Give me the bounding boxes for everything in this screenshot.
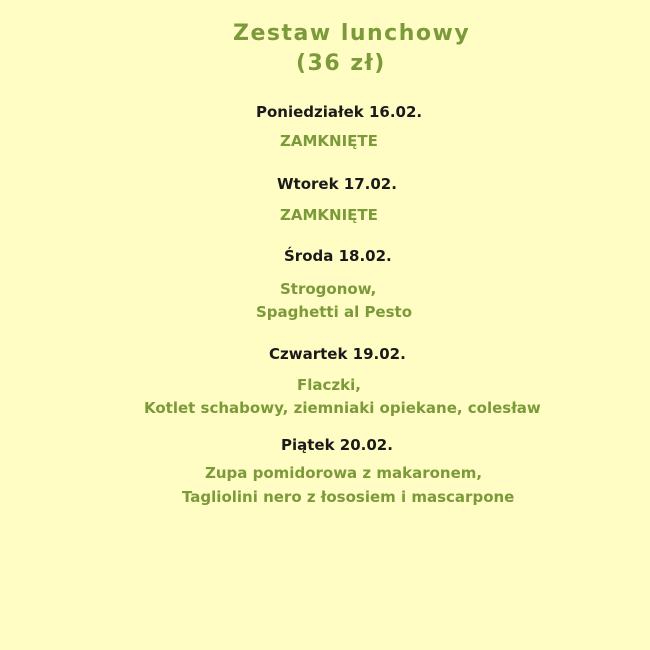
day-heading-thursday: Czwartek 19.02. — [269, 345, 406, 363]
menu-title: Zestaw lunchowy — [233, 21, 471, 46]
day-heading-monday: Poniedziałek 16.02. — [256, 103, 423, 121]
dish-wednesday-2: Spaghetti al Pesto — [256, 303, 413, 321]
day-heading-friday: Piątek 20.02. — [281, 436, 393, 454]
dish-friday-2: Tagliolini nero z łososiem i mascarpone — [182, 488, 515, 506]
dish-monday-1: ZAMKNIĘTE — [280, 132, 378, 150]
dish-tuesday-1: ZAMKNIĘTE — [280, 206, 378, 224]
day-heading-wednesday: Środa 18.02. — [284, 247, 392, 265]
day-heading-tuesday: Wtorek 17.02. — [277, 175, 397, 193]
dish-thursday-1: Flaczki, — [297, 376, 361, 394]
menu-price: (36 zł) — [296, 51, 386, 76]
dish-wednesday-1: Strogonow, — [280, 280, 377, 298]
dish-friday-1: Zupa pomidorowa z makaronem, — [205, 464, 483, 482]
dish-thursday-2: Kotlet schabowy, ziemniaki opiekane, colesław — [144, 399, 541, 417]
